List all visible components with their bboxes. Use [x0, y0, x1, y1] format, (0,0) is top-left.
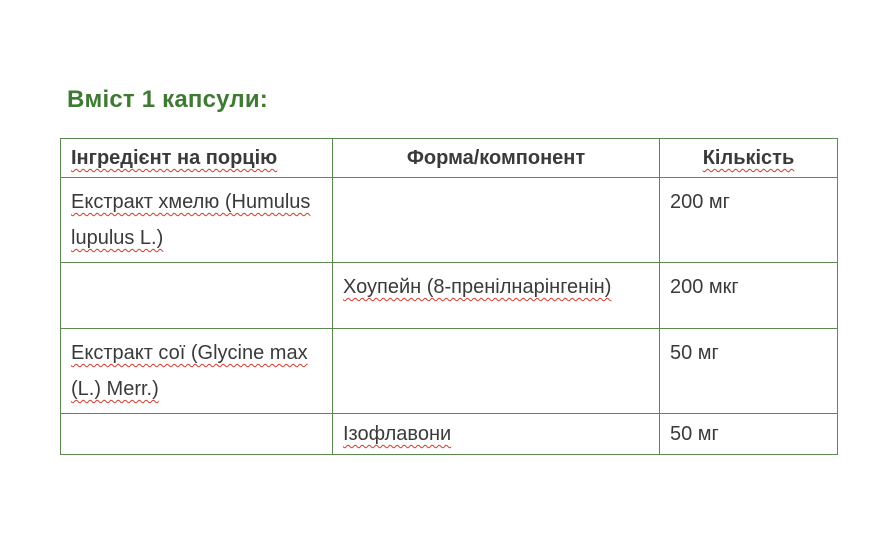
cell-form: Хоупейн (8-пренілнарінгенін) [333, 263, 660, 329]
ingredients-table [60, 138, 838, 455]
cell-ingredient [61, 263, 333, 329]
table-row [61, 178, 838, 263]
table-row [61, 263, 838, 329]
cell-ingredient: Екстракт хмелю (Humulus lupulus L.) [61, 178, 333, 263]
cell-ingredient [61, 414, 333, 455]
cell-amount: 50 мг [660, 414, 838, 455]
cell-amount: 200 мкг [660, 263, 838, 329]
cell-form [333, 178, 660, 263]
cell-amount: 50 мг [660, 329, 838, 414]
cell-ingredient: Екстракт сої (Glycine max (L.) Merr.) [61, 329, 333, 414]
table-header-row [61, 139, 838, 178]
header-amount: Кількість [660, 139, 838, 178]
table-row [61, 329, 838, 414]
table-row [61, 414, 838, 455]
section-heading: Вміст 1 капсули: [67, 86, 268, 113]
cell-form: Ізофлавони [333, 414, 660, 455]
header-ingredient: Інгредієнт на порцію [61, 139, 333, 178]
cell-amount: 200 мг [660, 178, 838, 263]
header-form: Форма/компонент [333, 139, 660, 178]
cell-form [333, 329, 660, 414]
